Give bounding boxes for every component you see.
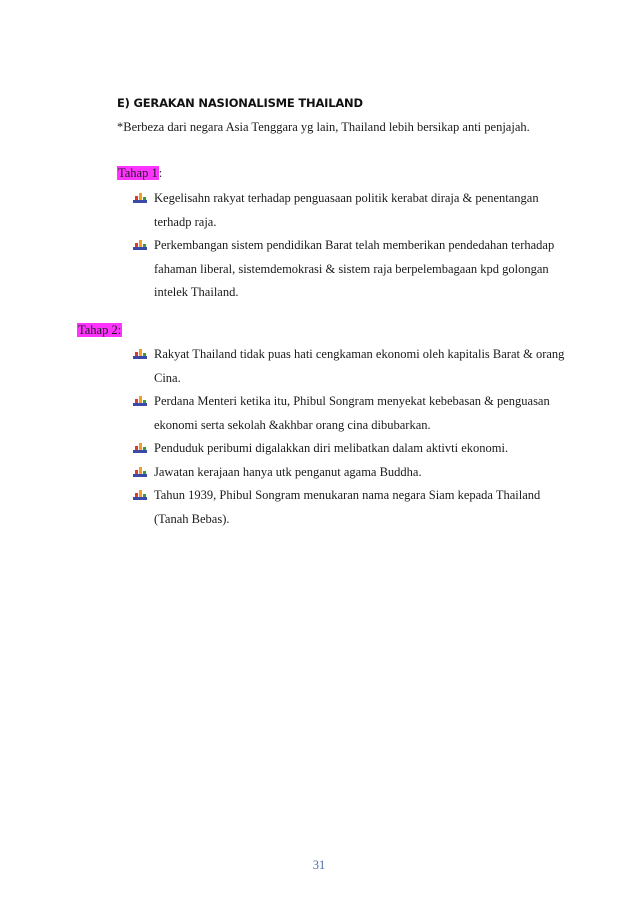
- stage-1-bullet-list: [128, 187, 574, 305]
- stage-2-bullet-list: [128, 343, 574, 531]
- bullet-bars-icon: [133, 395, 147, 408]
- list-item: [128, 484, 574, 531]
- stage-1-label-suffix: :: [158, 166, 163, 180]
- stage-1-label: [117, 166, 162, 181]
- stage-2-label-highlight: Tahap 2:: [78, 323, 122, 337]
- bullet-bars-icon: [133, 489, 147, 502]
- bullet-bars-icon: [133, 466, 147, 479]
- section-heading: E) GERAKAN NASIONALISME THAILAND: [117, 96, 363, 110]
- bullet-text: Jawatan kerajaan hanya utk penganut agama Buddha.: [154, 464, 422, 479]
- bullet-bars-icon: [133, 192, 147, 205]
- bullet-bars-icon: [133, 348, 147, 361]
- bullet-text: Perdana Menteri ketika itu, Phibul Songram menyekat kebebasan & penguasan ekonomi serta sekolah &akhbar orang cina dibubarkan.: [154, 394, 550, 432]
- intro-text: *Berbeza dari negara Asia Tenggara yg lain, Thailand lebih bersikap anti penjajah.: [117, 120, 530, 134]
- stage-1-label-highlight: Tahap 1: [118, 166, 158, 180]
- bullet-bars-icon: [133, 239, 147, 252]
- bullet-bars-icon: [133, 442, 147, 455]
- stage-2-label: [77, 323, 122, 338]
- bullet-text: Perkembangan sistem pendidikan Barat telah memberikan pendedahan terhadap fahaman liberal, sistemdemokrasi & sistem raja berpelembagaan kpd golongan intelek Thailand.: [154, 238, 555, 299]
- bullet-text: Penduduk peribumi digalakkan diri melibatkan dalam aktivti ekonomi.: [154, 441, 509, 455]
- bullet-text: Kegelisahn rakyat terhadap penguasaan politik kerabat diraja & penentangan terhadp raja.: [154, 191, 539, 229]
- bullet-text: Tahun 1939, Phibul Songram menukaran nama negara Siam kepada Thailand (Tanah Bebas).: [154, 488, 541, 526]
- bullet-text: Rakyat Thailand tidak puas hati cengkaman ekonomi oleh kapitalis Barat & orang Cina.: [154, 347, 565, 385]
- page-number: 31: [312, 858, 326, 872]
- list-item: [128, 234, 574, 305]
- list-item: [128, 343, 574, 390]
- list-item: [128, 390, 574, 437]
- list-item: [128, 187, 574, 234]
- list-item: [128, 437, 574, 461]
- list-item: [128, 461, 574, 485]
